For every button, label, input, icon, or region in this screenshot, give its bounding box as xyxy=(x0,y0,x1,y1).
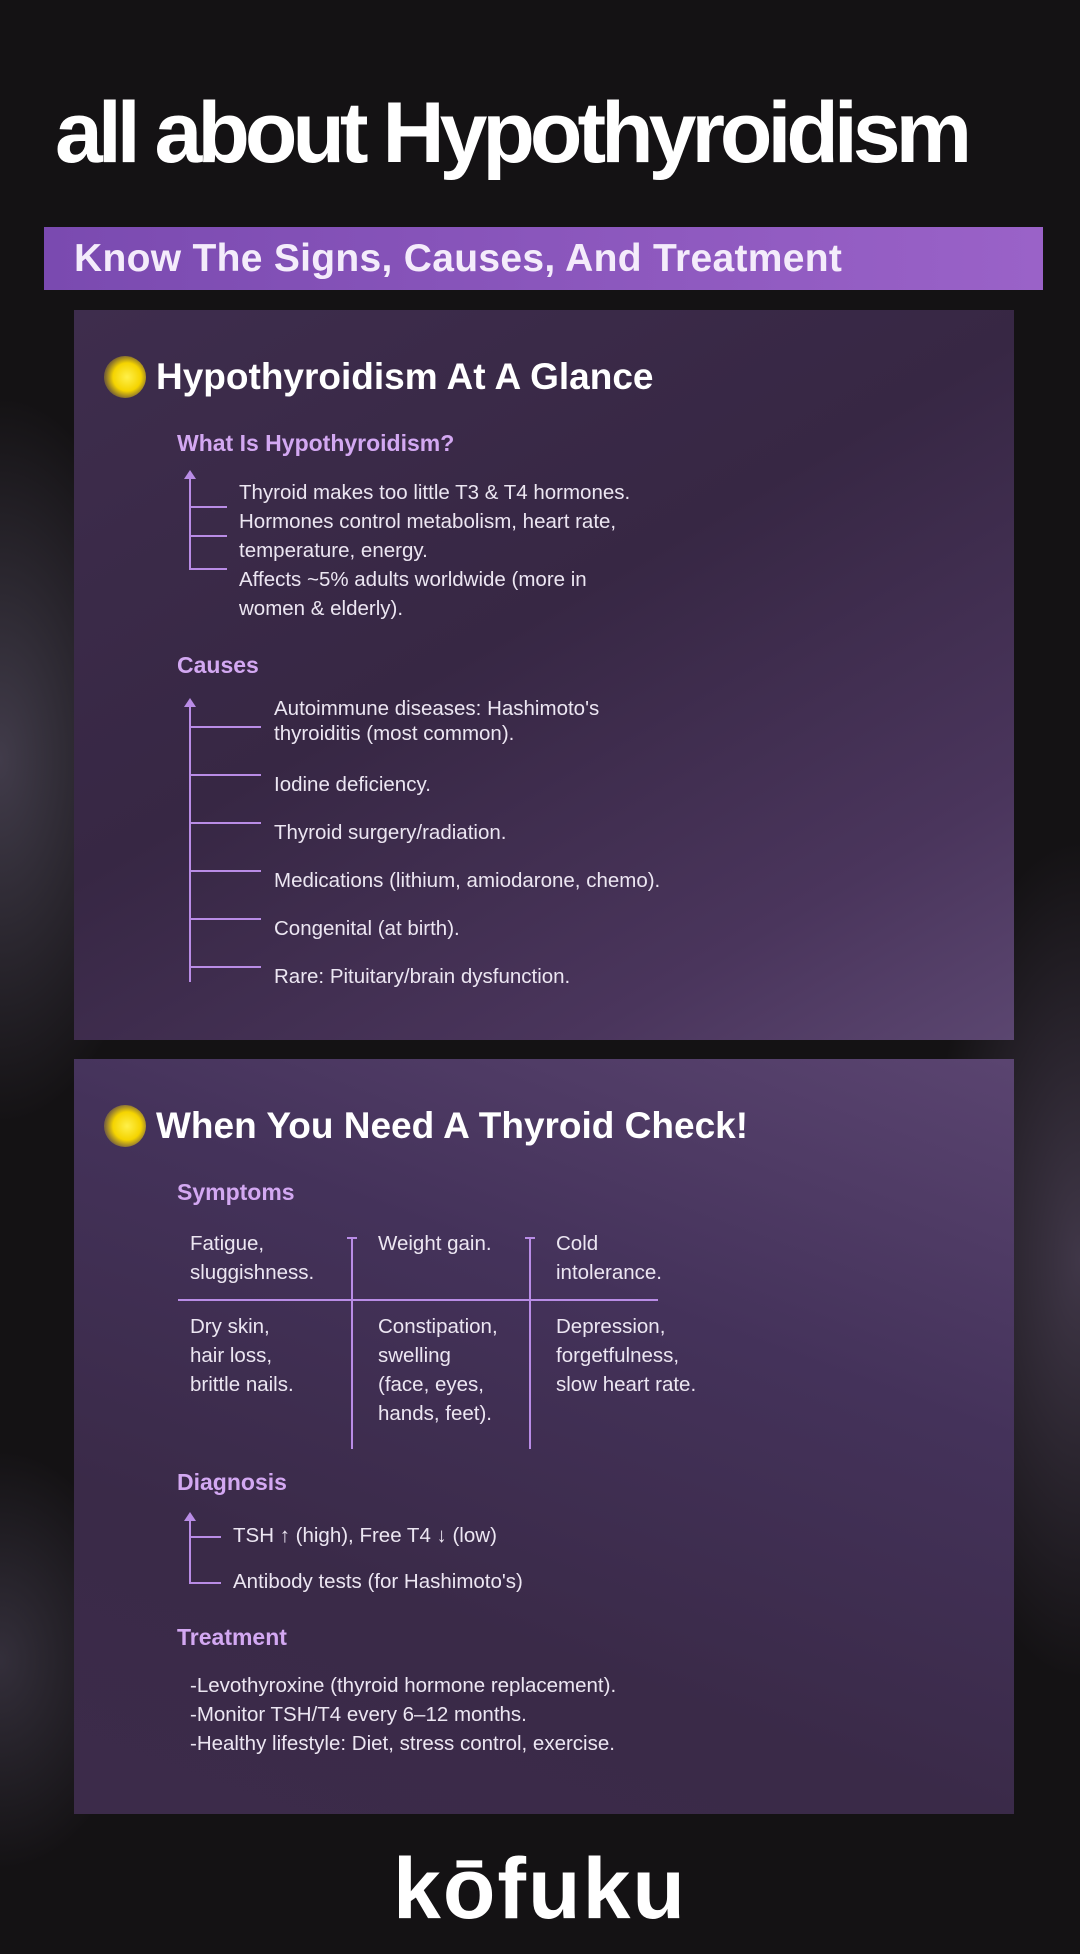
brand-logo: kōfuku xyxy=(393,1841,687,1937)
diagnosis-item: Antibody tests (for Hashimoto's) xyxy=(233,1570,523,1593)
bulb-icon xyxy=(104,356,146,398)
cause-item: thyroiditis (most common). xyxy=(274,722,515,745)
glance-panel xyxy=(74,310,1014,1040)
what-is-item: Thyroid makes too little T3 & T4 hormones. xyxy=(239,481,631,504)
symptom-cell: Weight gain. xyxy=(378,1232,492,1255)
subtitle-text: Know The Signs, Causes, And Treatment xyxy=(74,236,843,280)
diagnosis-item: TSH ↑ (high), Free T4 ↓ (low) xyxy=(233,1524,497,1547)
causes-heading: Causes xyxy=(177,652,259,678)
subtitle-banner xyxy=(44,227,1043,290)
cause-item: Medications (lithium, amiodarone, chemo). xyxy=(274,869,661,892)
treatment-item: -Monitor TSH/T4 every 6–12 months. xyxy=(190,1703,527,1726)
cause-item: Rare: Pituitary/brain dysfunction. xyxy=(274,965,571,988)
diagnosis-heading: Diagnosis xyxy=(177,1469,287,1495)
symptom-cell: Fatigue, sluggishness. xyxy=(190,1232,315,1284)
cause-item: Thyroid surgery/radiation. xyxy=(274,821,507,844)
treatment-item: -Levothyroxine (thyroid hormone replacement). xyxy=(190,1674,617,1697)
cause-item: Iodine deficiency. xyxy=(274,773,431,796)
symptoms-heading: Symptoms xyxy=(177,1179,295,1205)
symptom-cell: Constipation, swelling (face, eyes, hands, feet). xyxy=(378,1315,498,1425)
glance-title: Hypothyroidism At A Glance xyxy=(156,356,654,397)
check-header xyxy=(104,1105,748,1147)
treatment-item: -Healthy lifestyle: Diet, stress control, exercise. xyxy=(190,1732,615,1755)
treatment-heading: Treatment xyxy=(177,1624,287,1650)
what-is-item: Affects ~5% adults worldwide (more in xyxy=(239,568,587,591)
what-is-item: women & elderly). xyxy=(239,597,404,620)
bulb-icon xyxy=(104,1105,146,1147)
symptom-cell: Dry skin, hair loss, brittle nails. xyxy=(190,1315,294,1396)
glance-header xyxy=(104,356,654,398)
what-is-item: temperature, energy. xyxy=(239,539,428,562)
what-is-heading: What Is Hypothyroidism? xyxy=(177,430,455,456)
cause-item: Congenital (at birth). xyxy=(274,917,460,940)
check-title: When You Need A Thyroid Check! xyxy=(156,1105,749,1146)
symptom-cell: Cold intolerance. xyxy=(556,1232,662,1284)
cause-item: Autoimmune diseases: Hashimoto's xyxy=(274,697,600,720)
symptom-cell: Depression, forgetfulness, slow heart rate. xyxy=(556,1315,697,1396)
page-title: all about Hypothyroidism xyxy=(55,85,968,181)
what-is-item: Hormones control metabolism, heart rate, xyxy=(239,510,617,533)
thyroid-check-panel xyxy=(74,1059,1014,1814)
